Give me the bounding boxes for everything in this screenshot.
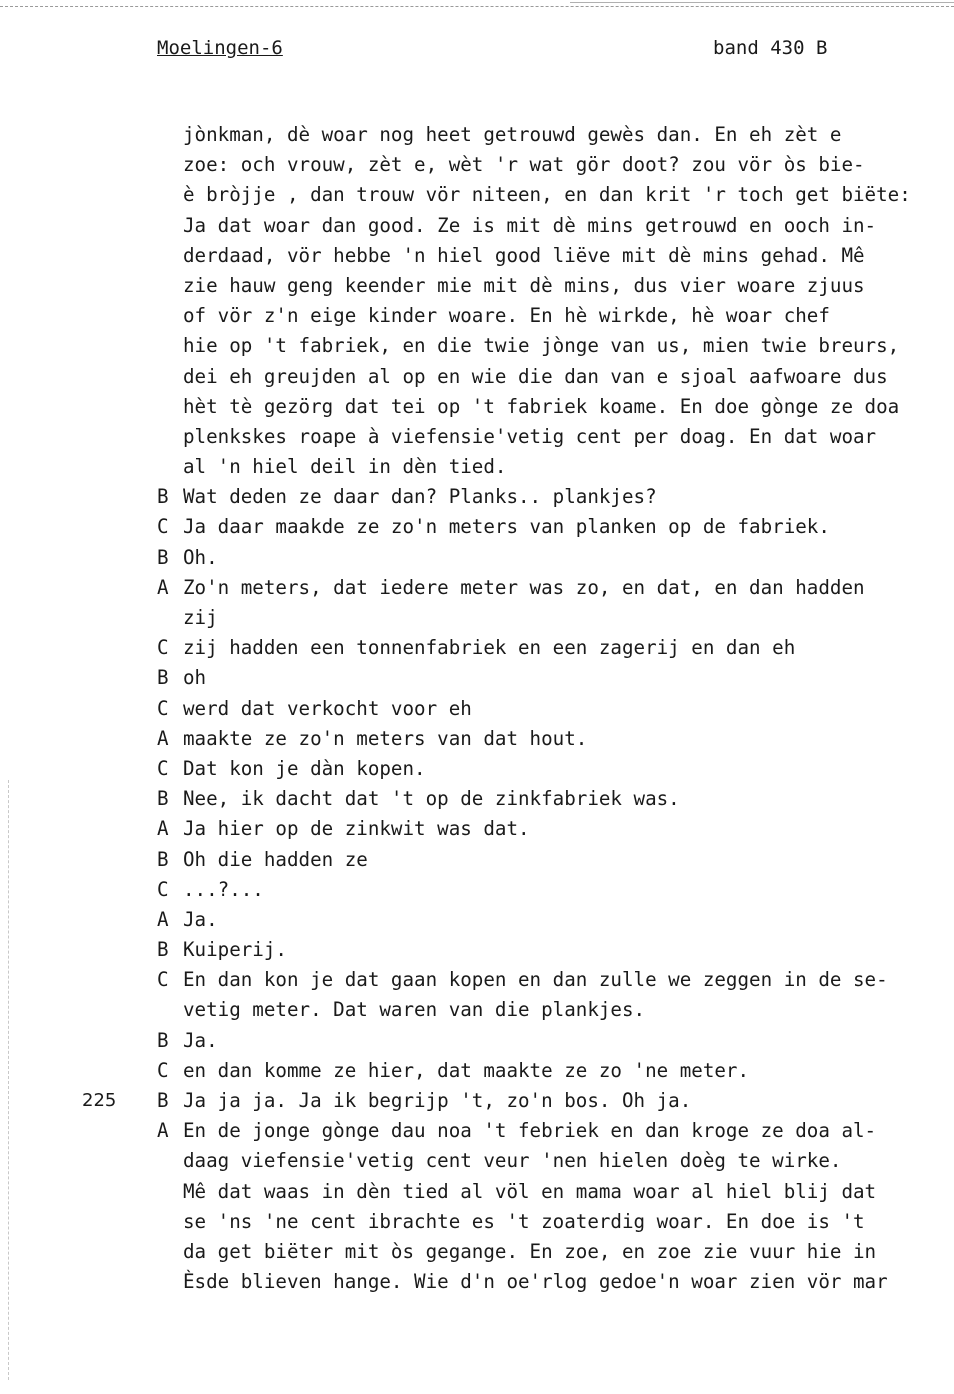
speaker-label: C bbox=[157, 696, 169, 720]
speaker-label: A bbox=[157, 575, 169, 599]
transcript-line bbox=[150, 512, 950, 542]
transcript-line bbox=[150, 814, 950, 844]
transcript-line bbox=[150, 905, 950, 935]
transcript-line bbox=[150, 1267, 950, 1297]
speaker-label: A bbox=[157, 817, 169, 841]
transcript-line bbox=[150, 784, 950, 814]
line-text: al 'n hiel deil in dèn tied. bbox=[183, 455, 507, 479]
line-text: Wat deden ze daar dan? Planks.. plankjes? bbox=[183, 485, 657, 509]
line-text: en dan komme ze hier, dat maakte ze zo 'ne meter. bbox=[183, 1058, 750, 1082]
speaker-label: A bbox=[157, 726, 169, 750]
line-text: Èsde blieven hange. Wie d'n oe'rlog gedoe'n woar zien vör mar bbox=[183, 1270, 888, 1294]
line-text: Ja hier op de zinkwit was dat. bbox=[183, 817, 530, 841]
line-text: Ja daar maakde ze zo'n meters van planken op de fabriek. bbox=[183, 515, 830, 539]
line-text: Oh. bbox=[183, 545, 218, 569]
line-text: oh bbox=[183, 666, 207, 690]
line-text: ...?... bbox=[183, 877, 264, 901]
transcript-line bbox=[150, 301, 950, 331]
speaker-label: B bbox=[157, 787, 169, 811]
line-text: Ja ja ja. Ja ik begrijp 't, zo'n bos. Oh ja. bbox=[183, 1089, 692, 1112]
transcript-line bbox=[150, 995, 950, 1025]
transcript-line bbox=[150, 845, 950, 875]
transcript-line bbox=[150, 362, 950, 392]
transcript-line bbox=[150, 573, 950, 603]
line-text: En de jonge gònge dau noa 't febriek en dan kroge ze doa al- bbox=[183, 1119, 877, 1143]
header-tape-id: band 430 B bbox=[713, 37, 828, 59]
line-text: dei eh greujden al op en wie die dan van e sjoal aafwoare dus bbox=[183, 364, 888, 388]
line-text: of vör z'n eige kinder woare. En hè wirkde, hè woar chef bbox=[183, 304, 830, 328]
transcript-line bbox=[150, 543, 950, 573]
line-text: Ja. bbox=[183, 1028, 218, 1052]
speaker-label: C bbox=[157, 636, 169, 660]
speaker-label: B bbox=[157, 1028, 169, 1052]
transcript-line bbox=[150, 724, 950, 754]
transcript-line bbox=[150, 271, 950, 301]
line-text: plenkskes roape à viefensie'vetig cent per doag. En dat woar bbox=[183, 424, 877, 448]
transcript-line bbox=[150, 1116, 950, 1146]
line-text: zij bbox=[183, 606, 218, 629]
transcript-line bbox=[150, 663, 950, 693]
speaker-label: B bbox=[157, 666, 169, 690]
left-margin-line bbox=[8, 780, 9, 1380]
transcript-line bbox=[150, 150, 950, 180]
line-text: Oh die hadden ze bbox=[183, 847, 368, 871]
transcript-line bbox=[150, 694, 950, 724]
line-text: Ja dat woar dan good. Ze is mit dè mins getrouwd en ooch in- bbox=[183, 213, 877, 237]
header-document-id: Moelingen-6 bbox=[157, 37, 283, 59]
line-text: Kuiperij. bbox=[183, 938, 287, 962]
transcript-line bbox=[150, 754, 950, 784]
transcript-line bbox=[150, 935, 950, 965]
line-text: da get biëter mit òs gegange. En zoe, en zoe zie vuur hie in bbox=[183, 1239, 877, 1263]
line-text: En dan kon je dat gaan kopen en dan zulle we zeggen in de se- bbox=[183, 968, 888, 992]
speaker-label: C bbox=[157, 1058, 169, 1082]
transcript-line bbox=[150, 392, 950, 422]
speaker-label: B bbox=[157, 1089, 169, 1112]
transcript-line bbox=[150, 633, 950, 663]
line-text: se 'ns 'ne cent ibrachte es 't zoaterdig woar. En doe is 't bbox=[183, 1209, 865, 1233]
line-text: è bròjje , dan trouw vör niteen, en dan krit 'r toch get biëte: bbox=[183, 183, 911, 207]
line-text: Nee, ik dacht dat 't op de zinkfabriek was. bbox=[183, 787, 680, 811]
transcript-line bbox=[150, 1177, 950, 1207]
line-text: hie op 't fabriek, en die twie jònge van us, mien twie breurs, bbox=[183, 334, 900, 358]
top-solid-rule bbox=[570, 2, 954, 3]
line-number: 225 bbox=[82, 1090, 117, 1111]
transcript-line bbox=[150, 120, 950, 150]
transcript-line bbox=[150, 211, 950, 241]
transcript-line bbox=[150, 1207, 950, 1237]
line-text: werd dat verkocht voor eh bbox=[183, 696, 472, 720]
transcript-line bbox=[150, 1146, 950, 1176]
transcript-line bbox=[150, 180, 950, 210]
transcript-line bbox=[150, 331, 950, 361]
speaker-label: C bbox=[157, 515, 169, 539]
transcript-line bbox=[150, 482, 950, 512]
transcript-line bbox=[150, 603, 950, 633]
transcript-line bbox=[150, 452, 950, 482]
line-text: Mê dat waas in dèn tied al völ en mama woar al hiel blij dat bbox=[183, 1179, 877, 1203]
line-text: zoe: och vrouw, zèt e, wèt 'r wat gör doot? zou vör òs bie- bbox=[183, 153, 865, 177]
speaker-label: B bbox=[157, 847, 169, 871]
transcript-line bbox=[150, 422, 950, 452]
transcript-line bbox=[82, 1086, 950, 1116]
line-text: hèt tè gezörg dat tei op 't fabriek koame. En doe gònge ze doa bbox=[183, 394, 900, 418]
speaker-label: A bbox=[157, 1119, 169, 1143]
top-dashed-rule bbox=[0, 6, 954, 7]
speaker-label: B bbox=[157, 938, 169, 962]
line-text: Ja. bbox=[183, 907, 218, 931]
transcript-line bbox=[150, 1237, 950, 1267]
speaker-label: B bbox=[157, 545, 169, 569]
speaker-label: A bbox=[157, 907, 169, 931]
speaker-label: C bbox=[157, 756, 169, 780]
transcript-body bbox=[82, 120, 950, 1297]
line-text: zie hauw geng keender mie mit dè mins, dus vier woare zjuus bbox=[183, 273, 865, 297]
line-text: Zo'n meters, dat iedere meter was zo, en dat, en dan hadden bbox=[183, 575, 865, 599]
speaker-label: B bbox=[157, 485, 169, 509]
line-text: zij hadden een tonnenfabriek en een zagerij en dan eh bbox=[183, 636, 796, 660]
speaker-label: C bbox=[157, 877, 169, 901]
line-text: daag viefensie'vetig cent veur 'nen hielen doèg te wirke. bbox=[183, 1149, 842, 1173]
transcript-line bbox=[150, 1056, 950, 1086]
line-text: jònkman, dè woar nog heet getrouwd gewès dan. En eh zèt e bbox=[183, 123, 842, 146]
transcript-line bbox=[150, 1026, 950, 1056]
line-text: derdaad, vör hebbe 'n hiel good liëve mit dè mins gehad. Mê bbox=[183, 243, 865, 267]
line-text: vetig meter. Dat waren van die plankjes. bbox=[183, 998, 646, 1022]
transcript-line bbox=[150, 241, 950, 271]
line-text: Dat kon je dàn kopen. bbox=[183, 756, 426, 780]
transcript-line bbox=[150, 875, 950, 905]
transcript-line bbox=[150, 965, 950, 995]
line-text: maakte ze zo'n meters van dat hout. bbox=[183, 726, 588, 750]
speaker-label: C bbox=[157, 968, 169, 992]
